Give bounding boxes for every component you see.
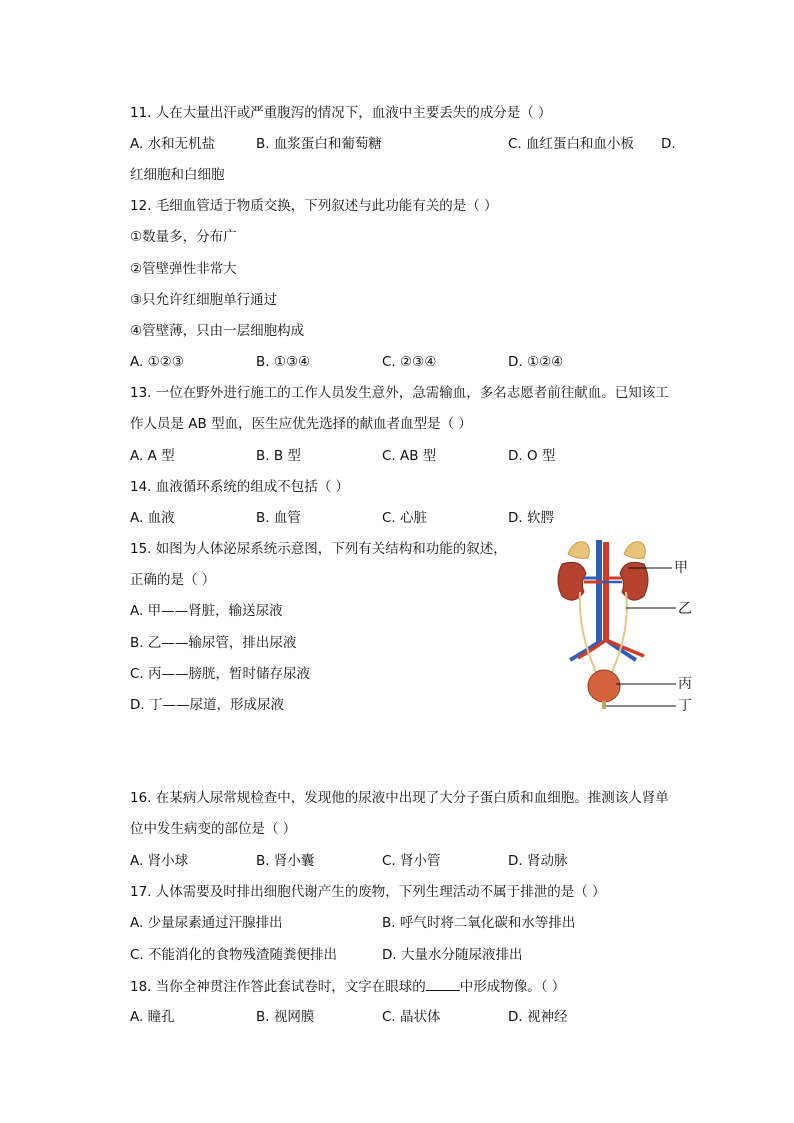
q18-answer-blank bbox=[426, 976, 460, 991]
q12-option-a: A. ①②③ bbox=[130, 354, 184, 370]
q15-option-b: B. 乙——输尿管，排出尿液 bbox=[130, 635, 297, 651]
q11-option-c: C. 血红蛋白和血小板 bbox=[508, 136, 635, 152]
q11-option-d: D. bbox=[661, 136, 676, 152]
q16-option-a: A. 肾小球 bbox=[130, 853, 189, 869]
vena-cava bbox=[596, 540, 602, 645]
q13-option-b: B. B 型 bbox=[256, 448, 301, 464]
q17-option-d: D. 大量水分随尿液排出 bbox=[382, 947, 523, 963]
q13-option-d: D. O 型 bbox=[508, 448, 556, 464]
q18-option-a: A. 瞳孔 bbox=[130, 1009, 175, 1025]
figure-label-jia: 甲 bbox=[674, 560, 688, 576]
q15-stem-line-2: 正确的是（ ） bbox=[130, 572, 216, 588]
q14-option-c: C. 心脏 bbox=[382, 510, 428, 526]
q12-statement-1: ①数量多，分布广 bbox=[130, 229, 237, 245]
q16-stem-line-1: 16. 在某病人尿常规检查中，发现他的尿液中出现了大分子蛋白质和血细胞。推测该人肾单 bbox=[130, 790, 669, 806]
urinary-system-figure bbox=[540, 532, 710, 717]
q14-stem: 14. 血液循环系统的组成不包括（ ） bbox=[130, 479, 350, 495]
q14-option-d: D. 软腭 bbox=[508, 510, 554, 526]
q11-option-b: B. 血浆蛋白和葡萄糖 bbox=[256, 136, 382, 152]
q15-option-a: A. 甲——肾脏，输送尿液 bbox=[130, 603, 283, 619]
q18-stem-after-blank: 中形成物像。（ ） bbox=[459, 979, 566, 995]
q11-option-a: A. 水和无机盐 bbox=[130, 136, 216, 152]
urethra bbox=[602, 701, 606, 709]
q18-stem-before-blank: 18. 当你全神贯注作答此套试卷时，文字在眼球的 bbox=[130, 979, 426, 995]
right-adrenal-gland bbox=[624, 542, 645, 559]
left-kidney bbox=[558, 562, 586, 600]
q15-option-d: D. 丁——尿道，形成尿液 bbox=[130, 697, 284, 713]
q12-statement-4: ④管壁薄，只由一层细胞构成 bbox=[130, 323, 305, 339]
q13-option-a: A. A 型 bbox=[130, 448, 175, 464]
q18-option-c: C. 晶状体 bbox=[382, 1009, 441, 1025]
q15-option-c: C. 丙——膀胱，暂时储存尿液 bbox=[130, 666, 311, 682]
q16-option-c: C. 肾小管 bbox=[382, 853, 441, 869]
q12-stem: 12. 毛细血管适于物质交换，下列叙述与此功能有关的是（ ） bbox=[130, 198, 498, 214]
q12-statement-3: ③只允许红细胞单行通过 bbox=[130, 292, 278, 308]
q16-stem-line-2: 位中发生病变的部位是（ ） bbox=[130, 821, 297, 837]
q18-option-d: D. 视神经 bbox=[508, 1009, 568, 1025]
figure-label-bing: 丙 bbox=[678, 676, 692, 692]
aorta bbox=[603, 542, 609, 642]
q12-statement-2: ②管壁弹性非常大 bbox=[130, 261, 237, 277]
q13-option-c: C. AB 型 bbox=[382, 448, 437, 464]
bladder bbox=[588, 670, 620, 702]
q12-option-c: C. ②③④ bbox=[382, 354, 437, 370]
q11-stem: 11. 人在大量出汗或严重腹泻的情况下，血液中主要丢失的成分是（ ） bbox=[130, 105, 552, 121]
left-ureter bbox=[580, 592, 596, 672]
q15-stem-line-1: 15. 如图为人体泌尿系统示意图，下列有关结构和功能的叙述， bbox=[130, 541, 507, 557]
q16-option-d: D. 肾动脉 bbox=[508, 853, 568, 869]
q17-option-a: A. 少量尿素通过汗腺排出 bbox=[130, 915, 283, 931]
right-ureter bbox=[612, 592, 627, 672]
q13-stem-line-1: 13. 一位在野外进行施工的工作人员发生意外，急需输血，多名志愿者前往献血。已知该工 bbox=[130, 385, 669, 401]
q18-stem bbox=[130, 976, 565, 997]
figure-label-ding: 丁 bbox=[678, 698, 692, 714]
left-adrenal-gland bbox=[568, 542, 589, 559]
figure-label-yi: 乙 bbox=[678, 601, 692, 617]
q14-option-a: A. 血液 bbox=[130, 510, 175, 526]
q18-option-b: B. 视网膜 bbox=[256, 1009, 315, 1025]
q16-option-b: B. 肾小囊 bbox=[256, 853, 315, 869]
q11-option-d-continued: 红细胞和白细胞 bbox=[130, 167, 225, 183]
q13-stem-line-2: 作人员是 AB 型血，医生应优先选择的献血者血型是（ ） bbox=[130, 416, 472, 432]
q17-option-c: C. 不能消化的食物残渣随粪便排出 bbox=[130, 947, 338, 963]
q12-option-d: D. ①②④ bbox=[508, 354, 564, 370]
q17-stem: 17. 人体需要及时排出细胞代谢产生的废物，下列生理活动不属于排泄的是（ ） bbox=[130, 884, 606, 900]
q12-option-b: B. ①③④ bbox=[256, 354, 311, 370]
q14-option-b: B. 血管 bbox=[256, 510, 301, 526]
q17-option-b: B. 呼气时将二氧化碳和水等排出 bbox=[382, 915, 576, 931]
